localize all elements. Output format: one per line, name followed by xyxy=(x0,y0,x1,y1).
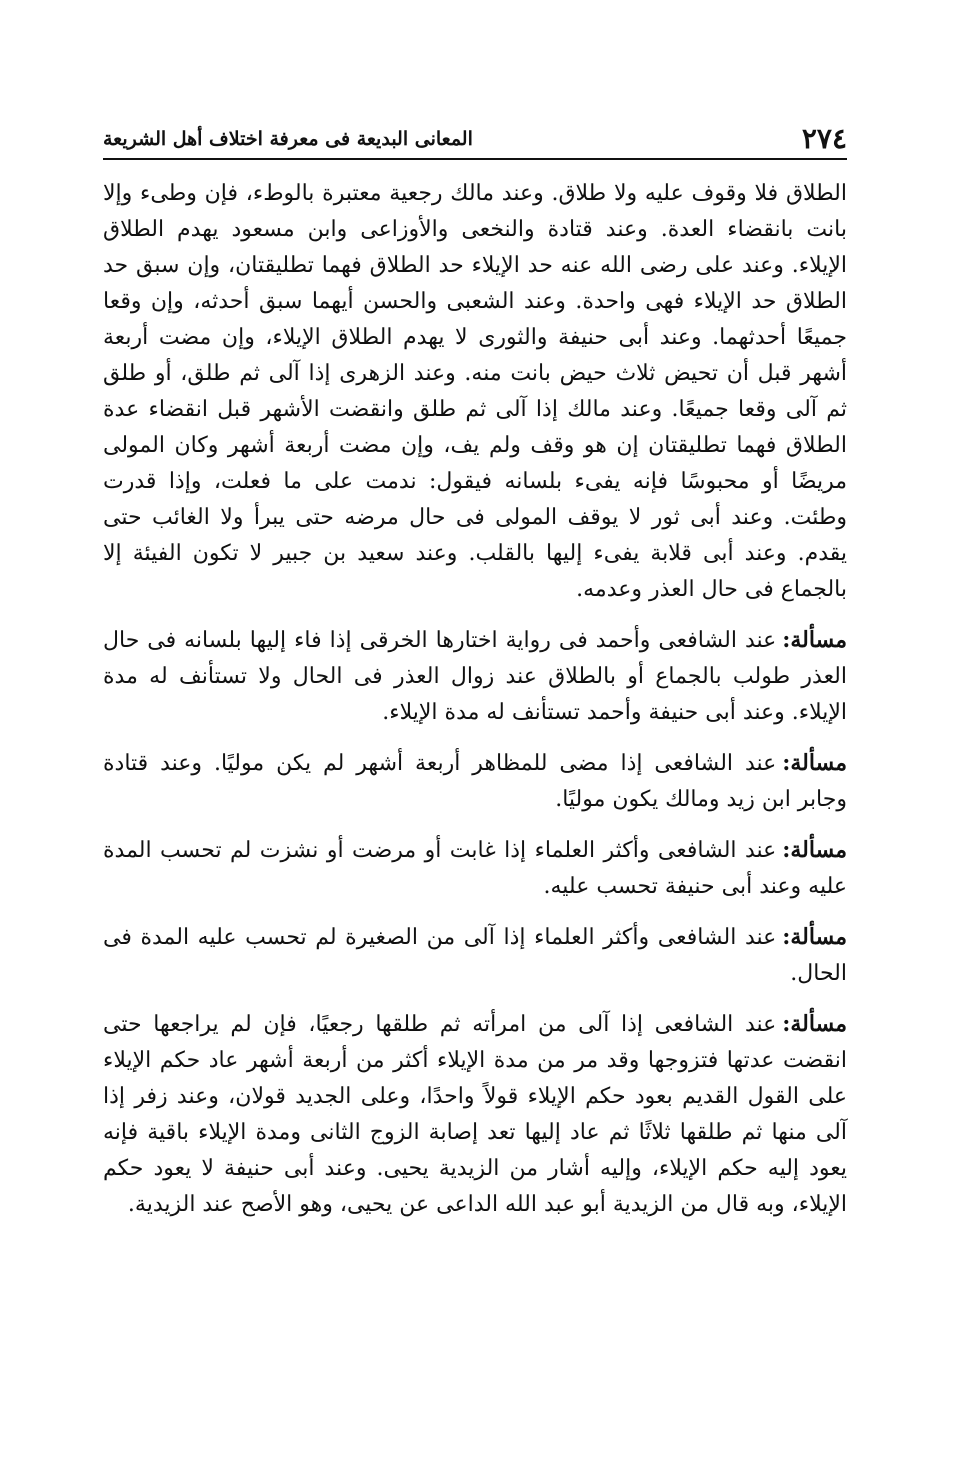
page-number: ٢٧٤ xyxy=(801,122,847,155)
issue-paragraph-2 xyxy=(103,745,847,818)
header-divider xyxy=(103,158,847,160)
issue-text: عند الشافعى وأحمد فى رواية اختارها الخرقى إذا فاء إليها بلسانه فى حال العذر طولب بالجماع أو بالطلاق عند زوال العذر فى الحال ولا تستأنف له مدة الإيلاء. وعند أبى حنيفة وأحمد تستأنف له مدة الإيلاء. xyxy=(103,628,847,725)
issue-paragraph-5 xyxy=(103,1006,847,1223)
page-body xyxy=(103,176,847,1237)
issue-paragraph-3 xyxy=(103,832,847,905)
issue-text: عند الشافعى إذا آلى من امرأته ثم طلقها رجعيًا، فإن لم يراجعها حتى انقضت عدتها فتزوجها وقد مر من مدة الإيلاء أكثر من أربعة أشهر عاد حكم الإيلاء على القول القديم بعود حكم الإيلاء قولاً واحدًا، وعلى الجديد قولان، وعند زفر إذا آلى منها ثم طلقها ثلاثًا ثم عاد إليها تعد إصابة الزوج الثانى ومدة الإيلاء باقية فإنه يعود إليه حكم الإيلاء، وإليه أشار من الزيدية يحيى. وعند أبى حنيفة لا يعود حكم الإيلاء، وبه قال من الزيدية أبو عبد الله الداعى عن يحيى، وهو الأصح عند الزيدية. xyxy=(103,1012,847,1217)
issue-paragraph-1 xyxy=(103,622,847,731)
issue-label: مسألة: xyxy=(782,924,847,950)
issue-text: عند الشافعى وأكثر العلماء إذا غابت أو مرضت أو نشزت لم تحسب المدة عليه وعند أبى حنيفة تحسب عليه. xyxy=(103,838,847,899)
running-title: المعانى البديعة فى معرفة اختلاف أهل الشريعة xyxy=(103,128,473,150)
intro-paragraph: الطلاق فلا وقوف عليه ولا طلاق. وعند مالك رجعية معتبرة بالوطء، فإن وطىء وإلا بانت بانقضاء العدة. وعند قتادة والنخعى والأوزاعى وابن مسعود يهدم الطلاق الإيلاء. وعند على رضى الله عنه حد الإيلاء حد الطلاق فهما تطليقتان، وإن سبق حد الطلاق حد الإيلاء فهى واحدة. وعند الشعبى والحسن أيهما سبق أحدثه، وإن وقعا جميعًا أحدثهما. وعند أبى حنيفة والثورى لا يهدم الطلاق الإيلاء، وإن مضت أربعة أشهر قبل أن تحيض ثلاث حيض بانت منه. وعند الزهرى إذا آلى ثم طلق، أو طلق ثم آلى وقعا جميعًا. وعند مالك إذا آلى ثم طلق وانقضت الأشهر قبل انقضاء عدة الطلاق فهما تطليقتان إن هو وقف ولم يف، وإن مضت أربعة أشهر وكان المولى مريضًا أو محبوسًا فإنه يفىء بلسانه فيقول: ندمت على ما فعلت، وإذا قدرت وطئت. وعند أبى ثور لا يوقف المولى فى حال مرضه حتى يبرأ ولا الغائب حتى يقدم. وعند أبى قلابة يفىء إليها بالقلب. وعند سعيد بن جبير لا تكون الفيئة إلا بالجماع فى حال العذر وعدمه. xyxy=(103,181,847,602)
issue-label: مسألة: xyxy=(782,837,847,863)
issue-text: عند الشافعى إذا مضى للمظاهر أربعة أشهر لم يكن موليًا. وعند قتادة وجابر ابن زيد ومالك يكون موليًا. xyxy=(103,751,847,812)
issue-label: مسألة: xyxy=(782,1011,847,1037)
issue-label: مسألة: xyxy=(782,627,847,653)
issue-paragraph-4 xyxy=(103,919,847,992)
issue-text: عند الشافعى وأكثر العلماء إذا آلى من الصغيرة لم تحسب عليه المدة فى الحال. xyxy=(103,925,847,986)
page-header xyxy=(103,118,847,160)
issue-label: مسألة: xyxy=(782,750,847,776)
